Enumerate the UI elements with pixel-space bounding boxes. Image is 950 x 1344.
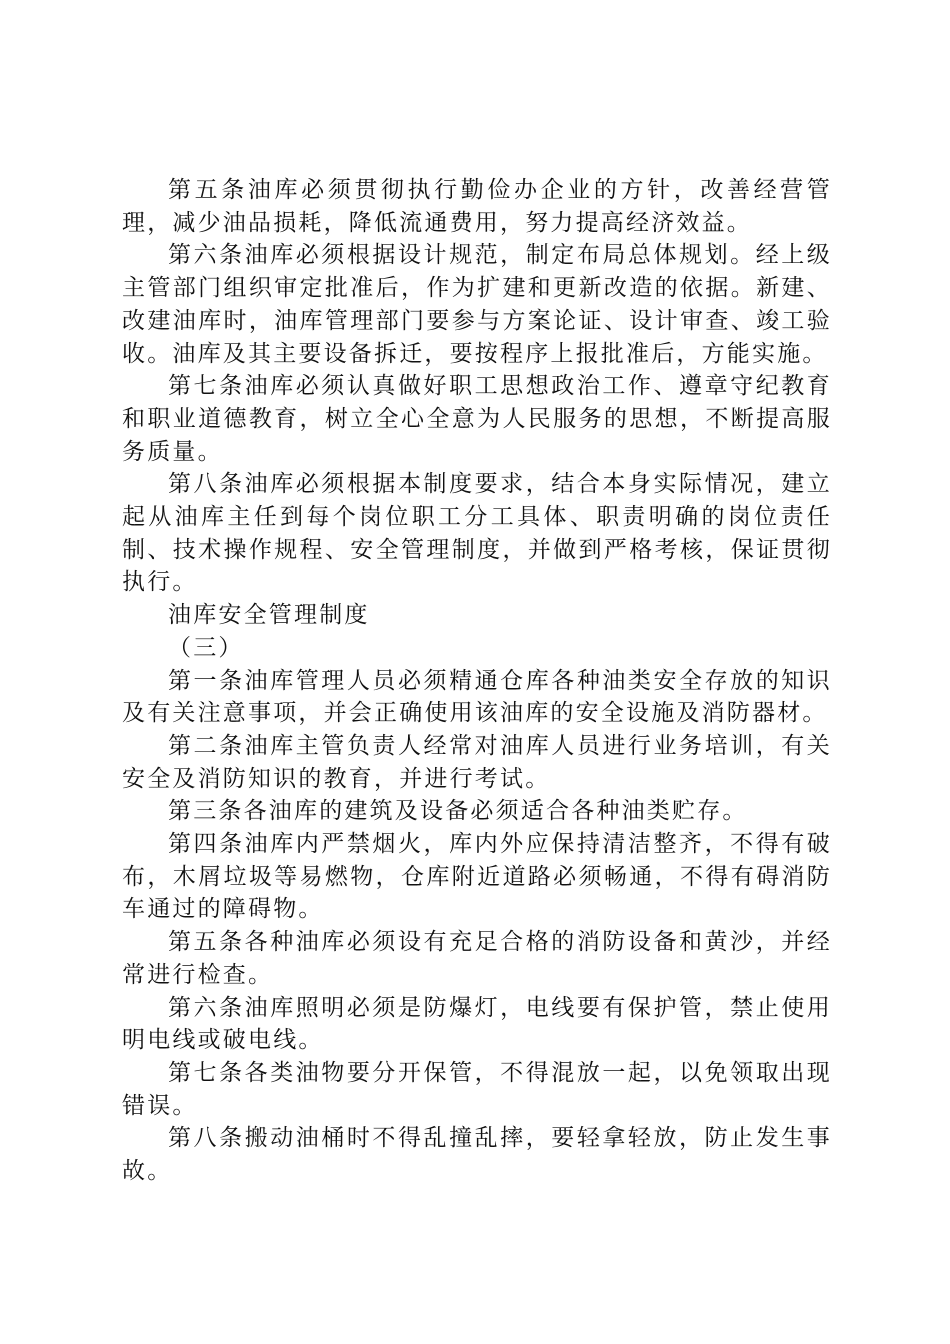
article-paragraph: 第六条油库照明必须是防爆灯，电线要有保护管，禁止使用明电线或破电线。 xyxy=(122,994,832,1054)
article-paragraph: 第五条油库必须贯彻执行勤俭办企业的方针，改善经营管理，减少油品损耗，降低流通费用，努力提高经济效益。 xyxy=(122,177,832,236)
article-paragraph: 第五条各种油库必须设有充足合格的消防设备和黄沙，并经常进行检查。 xyxy=(122,929,832,988)
article-paragraph: 第七条油库必须认真做好职工思想政治工作、遵章守纪教育和职业道德教育，树立全心全意为人民服务的思想，不断提高服务质量。 xyxy=(122,373,832,465)
article-paragraph: 第一条油库管理人员必须精通仓库各种油类安全存放的知识及有关注意事项，并会正确使用该油库的安全设施及消防器材。 xyxy=(122,667,832,727)
article-paragraph: 第八条搬动油桶时不得乱撞乱摔，要轻拿轻放，防止发生事故。 xyxy=(122,1125,832,1185)
document-body xyxy=(122,174,832,1188)
article-paragraph: 第六条油库必须根据设计规范，制定布局总体规划。经上级主管部门组织审定批准后，作为扩建和更新改造的依据。新建、改建油库时，油库管理部门要参与方案论证、设计审查、竣工验收。油库及其主要设备拆迁，要按程序上报批准后，方能实施。 xyxy=(122,242,832,367)
article-paragraph: 第四条油库内严禁烟火，库内外应保持清洁整齐，不得有破布，木屑垃圾等易燃物，仓库附近道路必须畅通，不得有碍消防车通过的障碍物。 xyxy=(122,831,832,923)
article-paragraph: 第三条各油库的建筑及设备必须适合各种油类贮存。 xyxy=(168,798,748,825)
article-paragraph: 第七条各类油物要分开保管，不得混放一起，以免领取出现错误。 xyxy=(122,1059,832,1119)
section-title: 油库安全管理制度 xyxy=(168,602,370,629)
article-paragraph: 第八条油库必须根据本制度要求，结合本身实际情况，建立起从油库主任到每个岗位职工分工具体、职责明确的岗位责任制、技术操作规程、安全管理制度，并做到严格考核，保证贯彻执行。 xyxy=(122,471,832,596)
article-paragraph: 第二条油库主管负责人经常对油库人员进行业务培训，有关安全及消防知识的教育，并进行考试。 xyxy=(122,732,832,792)
section-number: （三） xyxy=(168,634,244,661)
